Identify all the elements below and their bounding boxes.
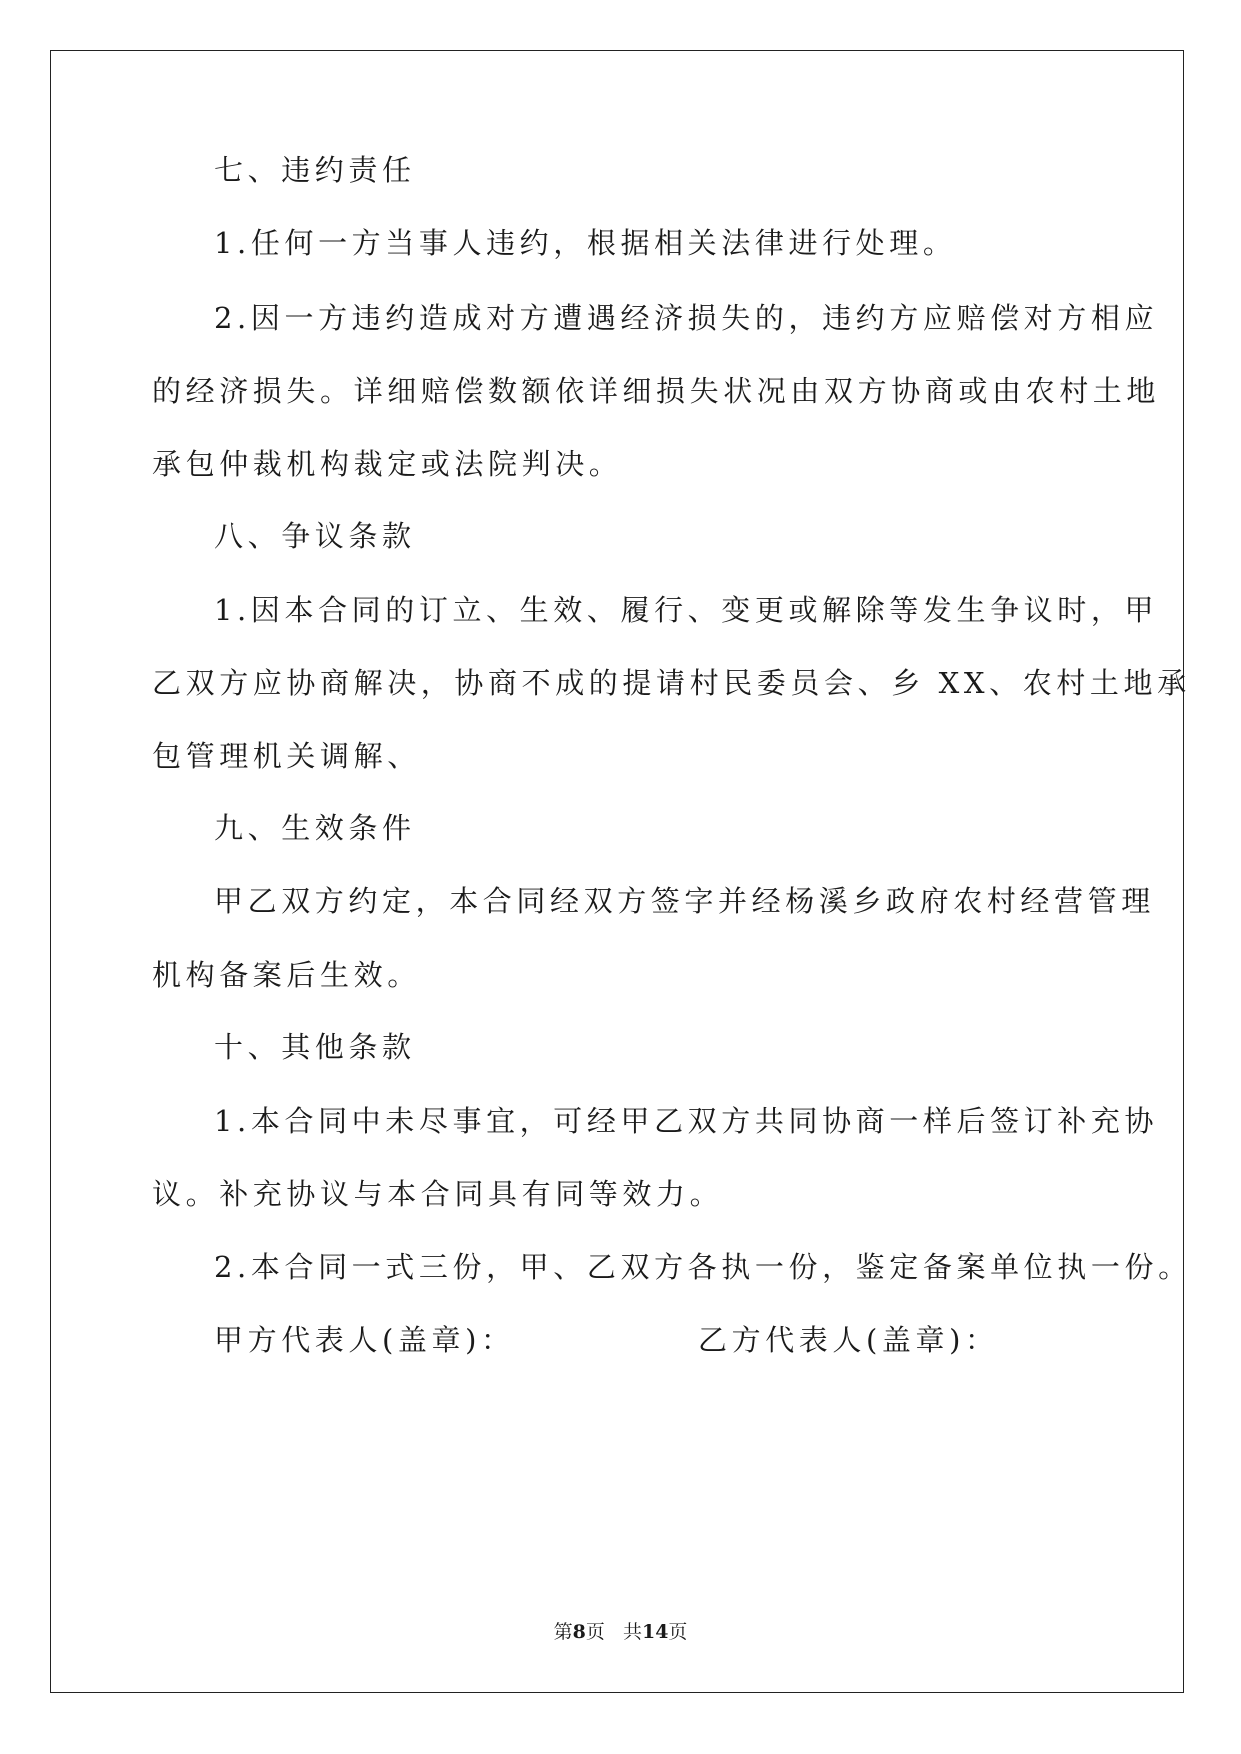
footer-total-prefix: 共 bbox=[622, 1621, 642, 1643]
paragraph-line: 的经济损失。详细赔偿数额依详细损失状况由双方协商或由农村土地 bbox=[152, 374, 1161, 408]
section-heading-10: 十、其他条款 bbox=[214, 1030, 416, 1064]
paragraph-line: 1.因本合同的订立、生效、履行、变更或解除等发生争议时，甲 bbox=[214, 593, 1159, 627]
paragraph-line: 议。补充协议与本合同具有同等效力。 bbox=[152, 1177, 724, 1211]
signature-row bbox=[214, 1322, 999, 1358]
footer-total-label: 页 bbox=[668, 1621, 688, 1643]
section-heading-7: 七、违约责任 bbox=[214, 153, 416, 187]
section-heading-8: 八、争议条款 bbox=[214, 519, 416, 553]
footer-page-label: 页 bbox=[585, 1621, 605, 1643]
party-a-signature-label: 甲方代表人(盖章)： bbox=[214, 1323, 515, 1357]
paragraph-line: 1.任何一方当事人违约，根据相关法律进行处理。 bbox=[214, 226, 957, 260]
paragraph-line: 乙双方应协商解决，协商不成的提请村民委员会、乡 XX、农村土地承 bbox=[152, 666, 1191, 700]
paragraph-line: 1.本合同中未尽事宜，可经甲乙双方共同协商一样后签订补充协 bbox=[214, 1104, 1159, 1138]
total-page-count: 14 bbox=[641, 1621, 669, 1643]
paragraph-line: 甲乙双方约定，本合同经双方签字并经杨溪乡政府农村经营管理 bbox=[214, 884, 1155, 918]
current-page-number: 8 bbox=[572, 1621, 586, 1643]
paragraph-line: 2.本合同一式三份，甲、乙双方各执一份，鉴定备案单位执一份。 bbox=[214, 1250, 1192, 1284]
section-heading-9: 九、生效条件 bbox=[214, 811, 416, 845]
footer-prefix: 第 bbox=[553, 1621, 573, 1643]
paragraph-line: 2.因一方违约造成对方遭遇经济损失的，违约方应赔偿对方相应 bbox=[214, 301, 1159, 335]
paragraph-line: 包管理机关调解、 bbox=[152, 739, 421, 773]
party-b-signature-label: 乙方代表人(盖章)： bbox=[698, 1323, 999, 1357]
paragraph-line: 承包仲裁机构裁定或法院判决。 bbox=[152, 447, 623, 481]
page-footer bbox=[0, 1620, 1241, 1644]
page-border bbox=[50, 50, 1184, 1693]
paragraph-line: 机构备案后生效。 bbox=[152, 958, 421, 992]
